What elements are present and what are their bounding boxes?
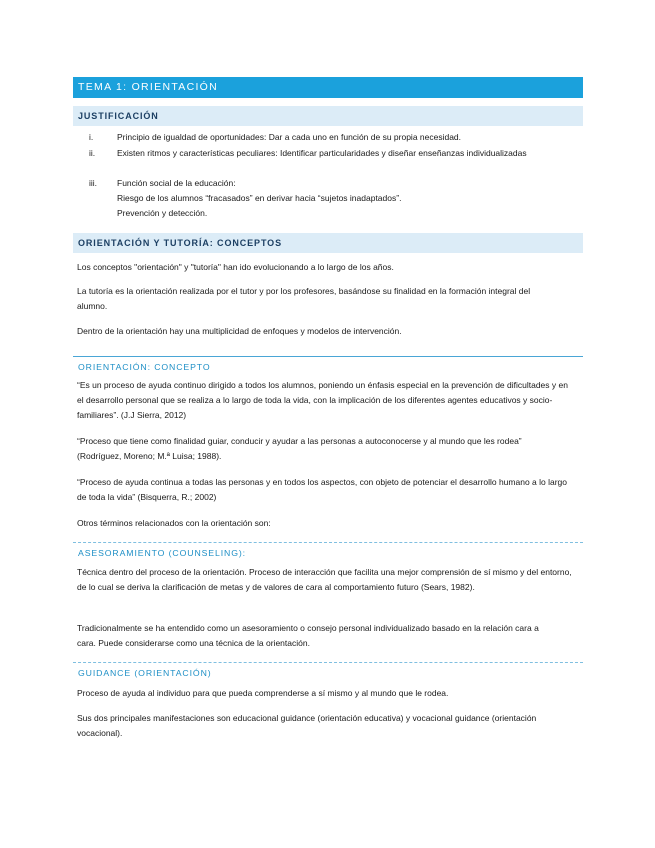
section-heading-justificacion: JUSTIFICACIÓN (73, 106, 583, 126)
paragraph: Técnica dentro del proceso de la orientación. Proceso de interacción que facilita una mejor comprensión de sí mismo y del entorno, de lo cual se deriva la clarificación de metas y de valores de cara al comportamiento futuro (Sears, 1982). (77, 567, 572, 592)
section-heading-conceptos: ORIENTACIÓN Y TUTORÍA: CONCEPTOS (73, 233, 583, 253)
quote-paragraph: “Es un proceso de ayuda continuo dirigido a todos los alumnos, poniendo un énfasis especial en la prevención de dificultades y en el desarrollo personal que se realiza a lo largo de toda la vida, con la implicación de los diferentes agentes educativos y socio-familiares”. (J.J Sierra, 2012) (77, 380, 568, 420)
paragraph: La tutoría es la orientación realizada por el tutor y por los profesores, basándose su finalidad en la formación integral del alumno. (77, 286, 531, 311)
paragraph: Sus dos principales manifestaciones son educacional guidance (orientación educativa) y vocacional guidance (orientación vocacional). (77, 713, 537, 738)
section-divider (73, 356, 583, 357)
list-subtext: Prevención y detección. (117, 208, 208, 218)
list-number: i. (89, 132, 94, 142)
list-text: Función social de la educación: (117, 178, 236, 188)
quote-paragraph: “Proceso de ayuda continua a todas las personas y en todos los aspectos, con objeto de potenciar el desarrollo humano a lo largo de toda la vida” (Bisquerra, R.; 2002) (77, 477, 568, 502)
list-number: ii. (89, 148, 96, 158)
quote-paragraph: “Proceso que tiene como finalidad guiar, conducir y ayudar a las personas a autoconocerse y al mundo que les rodea” (Rodríguez, Moreno; M.ª Luisa; 1988). (77, 436, 522, 461)
list-text: Principio de igualdad de oportunidades: Dar a cada uno en función de su propia necesidad. (117, 132, 462, 142)
section-heading-asesoramiento: ASESORAMIENTO (COUNSELING): (78, 548, 246, 558)
paragraph: Dentro de la orientación hay una multiplicidad de enfoques y modelos de intervención. (77, 326, 402, 336)
section-heading-guidance: GUIDANCE (ORIENTACIÓN) (78, 668, 212, 678)
list-text: Existen ritmos y características peculiares: Identificar particularidades y diseñar enseñanzas individualizadas (117, 148, 527, 158)
list-number: iii. (89, 178, 98, 188)
paragraph: Los conceptos "orientación" y "tutoría" han ido evolucionando a lo largo de los años. (77, 262, 394, 272)
topic-title-bar: TEMA 1: ORIENTACIÓN (73, 77, 583, 98)
list-subtext: Riesgo de los alumnos “fracasados” en derivar hacia “sujetos inadaptados”. (117, 193, 402, 203)
section-divider (73, 542, 583, 543)
paragraph: Otros términos relacionados con la orientación son: (77, 518, 271, 528)
section-heading-concepto: ORIENTACIÓN: CONCEPTO (78, 362, 211, 372)
section-divider (73, 662, 583, 663)
paragraph: Proceso de ayuda al individuo para que pueda comprenderse a sí mismo y al mundo que le rodea. (77, 688, 449, 698)
paragraph: Tradicionalmente se ha entendido como un asesoramiento o consejo personal individualizado basado en la relación cara a cara. Puede considerarse como una técnica de la orientación. (77, 623, 539, 648)
